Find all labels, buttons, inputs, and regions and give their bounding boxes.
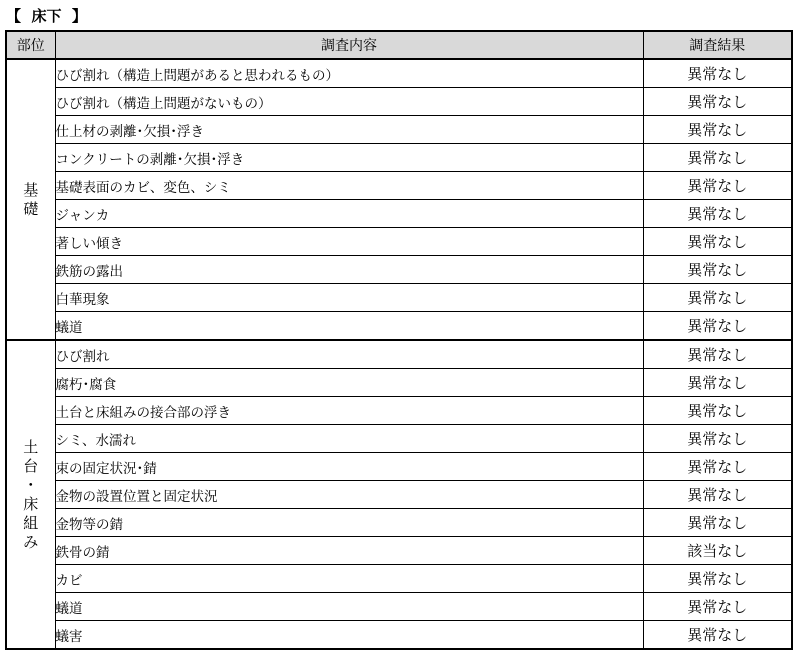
table-row — [6, 425, 792, 453]
inspection-item: 束の固定状況･錆 — [55, 453, 643, 481]
inspection-result: 異常なし — [643, 565, 792, 593]
table-row — [6, 116, 792, 144]
inspection-result: 異常なし — [643, 397, 792, 425]
table-row — [6, 172, 792, 200]
part-cell — [6, 59, 55, 340]
part-cell — [6, 340, 55, 649]
inspection-item: 仕上材の剥離･欠損･浮き — [55, 116, 643, 144]
table-row — [6, 453, 792, 481]
table-row — [6, 228, 792, 256]
table-row — [6, 397, 792, 425]
header-result: 調査結果 — [643, 31, 792, 59]
table-row — [6, 284, 792, 312]
inspection-item: 鉄骨の錆 — [55, 537, 643, 565]
inspection-item: 基礎表面のカビ、変色、シミ — [55, 172, 643, 200]
table-row — [6, 144, 792, 172]
inspection-item: 腐朽･腐食 — [55, 369, 643, 397]
table-row — [6, 88, 792, 116]
table-row — [6, 509, 792, 537]
inspection-item: 土台と床組みの接合部の浮き — [55, 397, 643, 425]
inspection-item: ひび割れ — [55, 340, 643, 369]
inspection-result: 異常なし — [643, 116, 792, 144]
inspection-item: 蟻道 — [55, 593, 643, 621]
inspection-item: 蟻害 — [55, 621, 643, 650]
inspection-result: 異常なし — [643, 88, 792, 116]
inspection-result: 異常なし — [643, 312, 792, 341]
inspection-item: ジャンカ — [55, 200, 643, 228]
header-row — [6, 31, 792, 59]
inspection-item: コンクリートの剥離･欠損･浮き — [55, 144, 643, 172]
table-row — [6, 200, 792, 228]
table-row — [6, 481, 792, 509]
inspection-item: ひび割れ（構造上問題があると思われるもの） — [55, 59, 643, 88]
inspection-result: 該当なし — [643, 537, 792, 565]
inspection-table — [5, 30, 793, 650]
inspection-result: 異常なし — [643, 481, 792, 509]
inspection-item: ひび割れ（構造上問題がないもの） — [55, 88, 643, 116]
inspection-item: カビ — [55, 565, 643, 593]
table-row — [6, 565, 792, 593]
inspection-item: 金物等の錆 — [55, 509, 643, 537]
inspection-result: 異常なし — [643, 284, 792, 312]
inspection-item: 蟻道 — [55, 312, 643, 341]
inspection-result: 異常なし — [643, 144, 792, 172]
inspection-item: 金物の設置位置と固定状況 — [55, 481, 643, 509]
inspection-result: 異常なし — [643, 256, 792, 284]
part-char: 礎 — [23, 199, 39, 218]
part-char: 組 — [23, 513, 39, 532]
inspection-result: 異常なし — [643, 425, 792, 453]
table-row — [6, 621, 792, 650]
inspection-result: 異常なし — [643, 593, 792, 621]
part-char: ・ — [23, 475, 39, 494]
part-char: 床 — [23, 494, 39, 513]
inspection-item: 鉄筋の露出 — [55, 256, 643, 284]
inspection-item: 著しい傾き — [55, 228, 643, 256]
inspection-item: シミ、水濡れ — [55, 425, 643, 453]
part-char: み — [23, 532, 39, 551]
table-row — [6, 593, 792, 621]
section-title: 【 床下 】 — [6, 7, 87, 25]
inspection-result: 異常なし — [643, 621, 792, 650]
table-row — [6, 369, 792, 397]
table-row — [6, 59, 792, 88]
table-row — [6, 256, 792, 284]
inspection-result: 異常なし — [643, 340, 792, 369]
inspection-result: 異常なし — [643, 59, 792, 88]
inspection-result: 異常なし — [643, 509, 792, 537]
table-row — [6, 537, 792, 565]
part-char: 基 — [23, 180, 39, 199]
table-row — [6, 340, 792, 369]
part-char: 土 — [23, 437, 39, 456]
inspection-item: 白華現象 — [55, 284, 643, 312]
inspection-result: 異常なし — [643, 369, 792, 397]
inspection-result: 異常なし — [643, 172, 792, 200]
header-content: 調査内容 — [55, 31, 643, 59]
inspection-result: 異常なし — [643, 200, 792, 228]
header-part: 部位 — [6, 31, 55, 59]
inspection-result: 異常なし — [643, 453, 792, 481]
table-row — [6, 312, 792, 341]
part-char: 台 — [23, 456, 39, 475]
inspection-result: 異常なし — [643, 228, 792, 256]
